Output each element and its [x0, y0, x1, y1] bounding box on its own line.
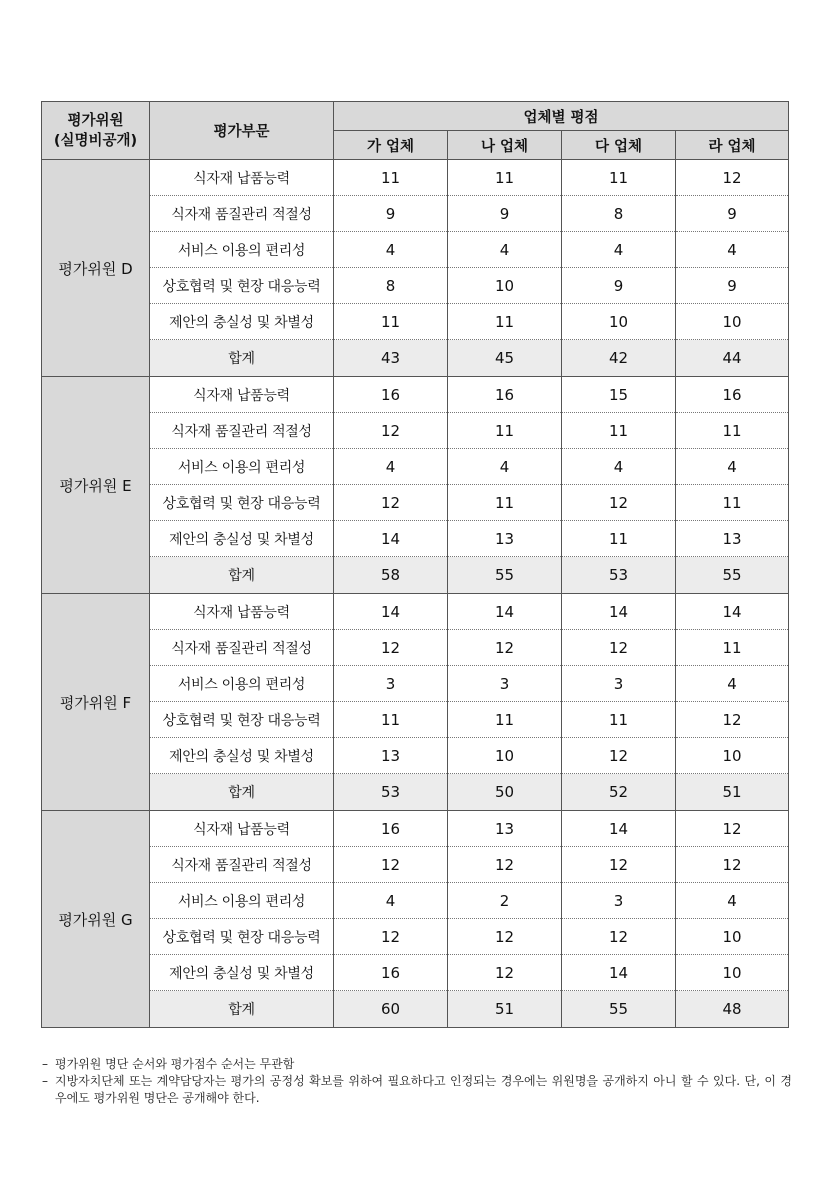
table-row	[42, 485, 789, 521]
score-cell: 12	[334, 847, 448, 883]
category-cell: 상호협력 및 현장 대응능력	[150, 919, 334, 955]
table-row	[42, 196, 789, 232]
company-header-da: 다 업체	[562, 131, 676, 160]
score-cell: 12	[334, 413, 448, 449]
category-cell: 식자재 납품능력	[150, 377, 334, 413]
category-cell: 식자재 납품능력	[150, 811, 334, 847]
score-cell: 4	[562, 449, 676, 485]
score-cell: 12	[562, 738, 676, 774]
category-cell: 식자재 품질관리 적절성	[150, 847, 334, 883]
score-cell: 4	[334, 883, 448, 919]
score-cell: 11	[562, 413, 676, 449]
score-cell: 11	[562, 521, 676, 557]
evaluator-group	[42, 594, 789, 811]
score-cell: 12	[448, 955, 562, 991]
table-row	[42, 738, 789, 774]
score-cell: 16	[334, 955, 448, 991]
score-cell: 14	[334, 521, 448, 557]
total-score-cell: 45	[448, 340, 562, 377]
score-cell: 4	[676, 449, 789, 485]
category-cell: 서비스 이용의 편리성	[150, 449, 334, 485]
score-cell: 4	[676, 666, 789, 702]
score-cell: 13	[676, 521, 789, 557]
score-cell: 4	[676, 883, 789, 919]
table-row	[42, 232, 789, 268]
table-row	[42, 811, 789, 847]
score-cell: 14	[334, 594, 448, 630]
category-cell: 식자재 품질관리 적절성	[150, 196, 334, 232]
score-cell: 12	[334, 485, 448, 521]
table-row	[42, 919, 789, 955]
score-cell: 9	[334, 196, 448, 232]
table-row	[42, 666, 789, 702]
table-row	[42, 955, 789, 991]
score-cell: 10	[676, 955, 789, 991]
score-cell: 12	[334, 630, 448, 666]
category-cell: 식자재 품질관리 적절성	[150, 630, 334, 666]
score-cell: 11	[676, 630, 789, 666]
score-cell: 3	[334, 666, 448, 702]
score-cell: 4	[562, 232, 676, 268]
total-score-cell: 52	[562, 774, 676, 811]
score-cell: 11	[334, 160, 448, 196]
table-row	[42, 377, 789, 413]
evaluation-score-table	[41, 101, 789, 1028]
category-cell: 제안의 충실성 및 차별성	[150, 955, 334, 991]
table-row	[42, 304, 789, 340]
score-cell: 12	[448, 847, 562, 883]
score-cell: 3	[562, 666, 676, 702]
score-cell: 10	[562, 304, 676, 340]
score-cell: 11	[676, 413, 789, 449]
table-row	[42, 268, 789, 304]
score-cell: 10	[676, 919, 789, 955]
score-cell: 9	[448, 196, 562, 232]
score-cell: 3	[448, 666, 562, 702]
total-score-cell: 53	[562, 557, 676, 594]
total-score-cell: 42	[562, 340, 676, 377]
score-cell: 16	[334, 377, 448, 413]
score-cell: 11	[334, 304, 448, 340]
score-cell: 16	[334, 811, 448, 847]
table-row	[42, 702, 789, 738]
total-score-cell: 55	[562, 991, 676, 1028]
table-header	[42, 102, 789, 160]
total-label: 합계	[150, 557, 334, 594]
total-score-cell: 58	[334, 557, 448, 594]
score-cell: 4	[448, 232, 562, 268]
score-cell: 12	[676, 160, 789, 196]
category-cell: 상호협력 및 현장 대응능력	[150, 485, 334, 521]
score-cell: 12	[448, 919, 562, 955]
category-cell: 식자재 납품능력	[150, 594, 334, 630]
score-cell: 10	[448, 738, 562, 774]
total-score-cell: 51	[448, 991, 562, 1028]
company-header-ga: 가 업체	[334, 131, 448, 160]
total-score-cell: 43	[334, 340, 448, 377]
score-cell: 14	[562, 594, 676, 630]
table-row	[42, 413, 789, 449]
score-cell: 8	[334, 268, 448, 304]
score-cell: 14	[448, 594, 562, 630]
score-cell: 11	[448, 413, 562, 449]
category-cell: 상호협력 및 현장 대응능력	[150, 268, 334, 304]
footnote-text: 지방자치단체 또는 계약담당자는 평가의 공정성 확보를 위하여 필요하다고 인정되는 경우에는 위원명을 공개하지 아니 할 수 있다. 단, 이 경우에도 평가위원 명단은 공개해야 한다.	[55, 1074, 792, 1105]
evaluator-name: 평가위원 D	[42, 160, 150, 377]
total-score-cell: 55	[676, 557, 789, 594]
evaluator-group	[42, 160, 789, 377]
footnote-text: 평가위원 명단 순서와 평가점수 순서는 무관함	[55, 1057, 295, 1071]
company-header-ra: 라 업체	[676, 131, 789, 160]
footnote-2	[42, 1073, 792, 1107]
footnote-1	[42, 1056, 792, 1073]
score-cell: 9	[562, 268, 676, 304]
footnotes	[42, 1056, 792, 1107]
category-cell: 서비스 이용의 편리성	[150, 232, 334, 268]
score-cell: 16	[676, 377, 789, 413]
score-cell: 16	[448, 377, 562, 413]
footnote-dash: –	[42, 1057, 48, 1071]
total-score-cell: 48	[676, 991, 789, 1028]
score-cell: 8	[562, 196, 676, 232]
score-cell: 11	[562, 702, 676, 738]
table-row	[42, 521, 789, 557]
score-cell: 12	[562, 630, 676, 666]
category-cell: 식자재 품질관리 적절성	[150, 413, 334, 449]
evaluator-name: 평가위원 G	[42, 811, 150, 1028]
category-cell: 상호협력 및 현장 대응능력	[150, 702, 334, 738]
score-cell: 14	[562, 811, 676, 847]
total-label: 합계	[150, 340, 334, 377]
score-cell: 13	[334, 738, 448, 774]
score-cell: 12	[562, 847, 676, 883]
evaluator-column-header: 평가위원 (실명비공개)	[42, 102, 150, 160]
table-row	[42, 847, 789, 883]
score-cell: 12	[676, 847, 789, 883]
category-cell: 서비스 이용의 편리성	[150, 666, 334, 702]
score-cell: 13	[448, 811, 562, 847]
category-cell: 제안의 충실성 및 차별성	[150, 738, 334, 774]
score-cell: 4	[676, 232, 789, 268]
score-cell: 11	[448, 702, 562, 738]
category-cell: 식자재 납품능력	[150, 160, 334, 196]
score-cell: 13	[448, 521, 562, 557]
table-row	[42, 594, 789, 630]
total-label: 합계	[150, 774, 334, 811]
score-cell: 12	[676, 811, 789, 847]
category-cell: 제안의 충실성 및 차별성	[150, 521, 334, 557]
score-cell: 11	[448, 485, 562, 521]
score-cell: 3	[562, 883, 676, 919]
score-cell: 4	[334, 232, 448, 268]
score-cell: 12	[676, 702, 789, 738]
score-cell: 11	[334, 702, 448, 738]
score-cell: 11	[448, 304, 562, 340]
evaluator-group	[42, 377, 789, 594]
footnote-dash: –	[42, 1074, 48, 1088]
total-score-cell: 44	[676, 340, 789, 377]
score-cell: 4	[334, 449, 448, 485]
table-row	[42, 160, 789, 196]
total-row	[42, 774, 789, 811]
score-cell: 4	[448, 449, 562, 485]
total-row	[42, 557, 789, 594]
score-cell: 12	[334, 919, 448, 955]
table-row	[42, 883, 789, 919]
category-cell: 서비스 이용의 편리성	[150, 883, 334, 919]
total-score-cell: 51	[676, 774, 789, 811]
total-row	[42, 991, 789, 1028]
score-cell: 10	[676, 304, 789, 340]
evaluator-name: 평가위원 F	[42, 594, 150, 811]
score-cell: 11	[448, 160, 562, 196]
score-cell: 14	[676, 594, 789, 630]
score-cell: 15	[562, 377, 676, 413]
evaluator-name: 평가위원 E	[42, 377, 150, 594]
total-score-cell: 53	[334, 774, 448, 811]
total-score-cell: 60	[334, 991, 448, 1028]
total-row	[42, 340, 789, 377]
score-cell: 12	[562, 485, 676, 521]
company-header-na: 나 업체	[448, 131, 562, 160]
scores-group-header: 업체별 평점	[334, 102, 789, 131]
score-cell: 14	[562, 955, 676, 991]
score-cell: 11	[562, 160, 676, 196]
total-score-cell: 55	[448, 557, 562, 594]
total-label: 합계	[150, 991, 334, 1028]
score-cell: 11	[676, 485, 789, 521]
category-column-header: 평가부문	[150, 102, 334, 160]
score-cell: 10	[676, 738, 789, 774]
table-row	[42, 630, 789, 666]
score-cell: 12	[562, 919, 676, 955]
evaluator-group	[42, 811, 789, 1028]
category-cell: 제안의 충실성 및 차별성	[150, 304, 334, 340]
score-cell: 9	[676, 268, 789, 304]
score-cell: 9	[676, 196, 789, 232]
score-cell: 10	[448, 268, 562, 304]
score-cell: 2	[448, 883, 562, 919]
score-cell: 12	[448, 630, 562, 666]
table-row	[42, 449, 789, 485]
total-score-cell: 50	[448, 774, 562, 811]
